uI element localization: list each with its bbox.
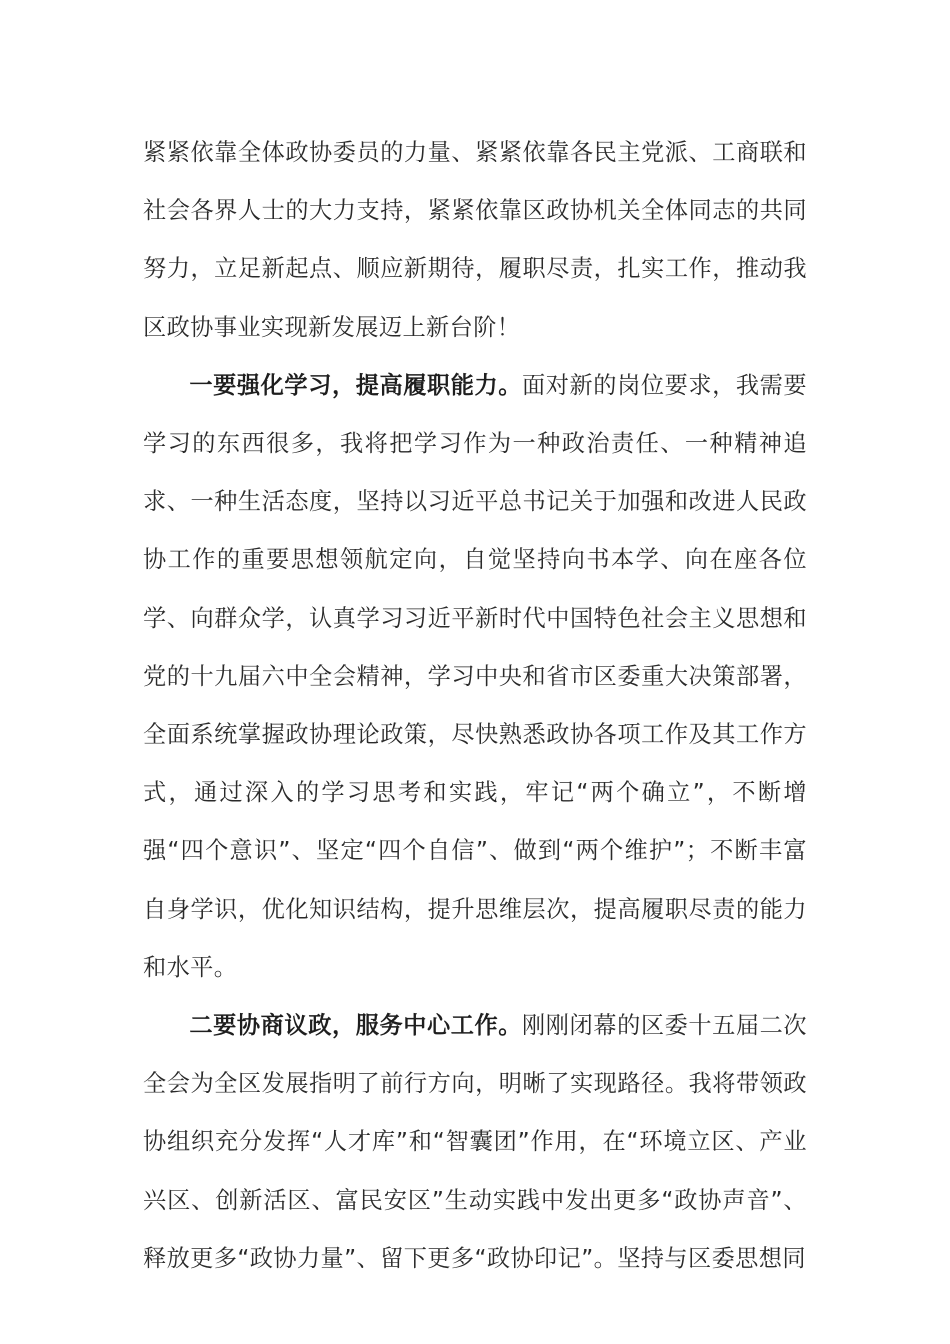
- paragraph-1: [143, 124, 807, 357]
- paragraph-2-heading: 一要强化学习，提高履职能力。: [189, 371, 523, 399]
- document-body: [143, 124, 807, 1288]
- paragraph-3: [143, 997, 807, 1288]
- paragraph-2-text: 面对新的岗位要求，我需要学习的东西很多，我将把学习作为一种政治责任、一种精神追求、一种生活态度，坚持以习近平总书记关于加强和改进人民政协工作的重要思想领航定向，自觉坚持向书本学、向在座各位学、向群众学，认真学习习近平新时代中国特色社会主义思想和党的十九届六中全会精神，学习中央和省市区委重大决策部署，全面系统掌握政协理论政策，尽快熟悉政协各项工作及其工作方式，通过深入的学习思考和实践，牢记“两个确立”，不断增强“四个意识”、坚定“四个自信”、做到“两个维护”；不断丰富自身学识，优化知识结构，提升思维层次，提高履职尽责的能力和水平。: [143, 371, 807, 981]
- paragraph-2: [143, 357, 807, 997]
- paragraph-3-heading: 二要协商议政，服务中心工作。: [189, 1012, 523, 1040]
- paragraph-1-text: 紧紧依靠全体政协委员的力量、紧紧依靠各民主党派、工商联和社会各界人士的大力支持，紧紧依靠区政协机关全体同志的共同努力，立足新起点、顺应新期待，履职尽责，扎实工作，推动我区政协事业实现新发展迈上新台阶！: [143, 139, 807, 341]
- paragraph-3-text: 刚刚闭幕的区委十五届二次全会为全区发展指明了前行方向，明晰了实现路径。我将带领政协组织充分发挥“人才库”和“智囊团”作用，在“环境立区、产业兴区、创新活区、富民安区”生动实践中发出更多“政协声音”、释放更多“政协力量”、留下更多“政协印记”。坚持与区委思想同: [143, 1012, 807, 1272]
